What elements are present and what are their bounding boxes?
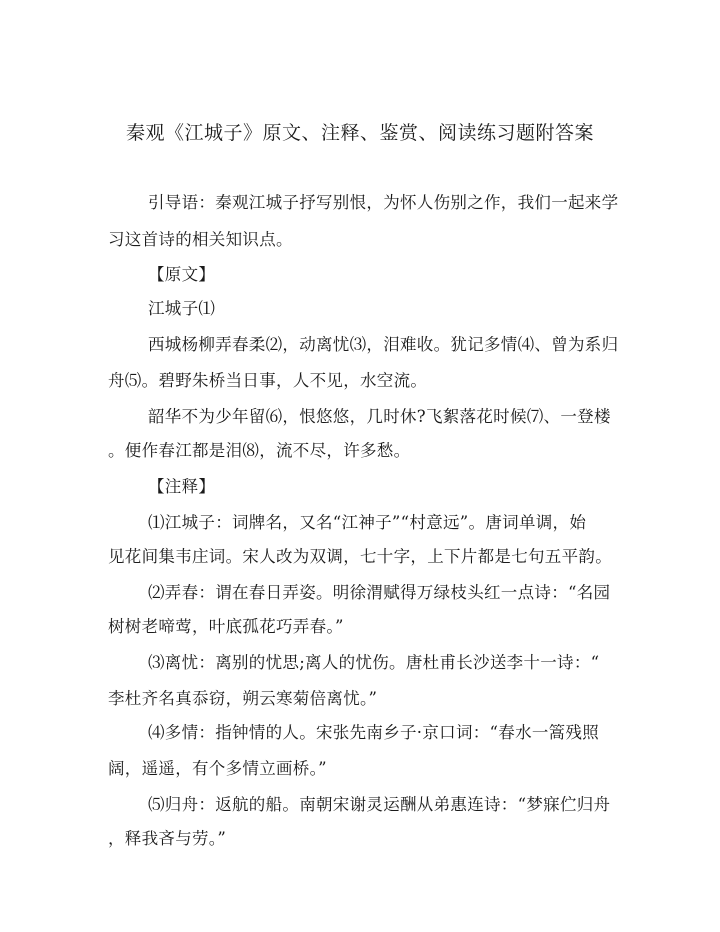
- document-title: 秦观《江城子》原文、注释、鉴赏、阅读练习题附答案: [125, 122, 594, 144]
- note-line: ⑸归舟：返航的船。南朝宋谢灵运酬从弟惠连诗：“梦寐伫归舟: [148, 795, 611, 814]
- section-heading: 【注释】: [148, 477, 216, 496]
- paragraph-line: 习这首诗的相关知识点。: [108, 230, 293, 249]
- note-line: 见花间集韦庄词。宋人改为双调，七十字，上下片都是七句五平韵。: [108, 547, 612, 566]
- note-line: 阔，遥遥，有个多情立画桥。”: [108, 759, 327, 778]
- section-heading: 【原文】: [148, 265, 216, 284]
- note-line: ⑶离忧：离别的忧思;离人的忧伤。唐杜甫长沙送李十一诗：“: [148, 653, 600, 672]
- paragraph-line: 引导语：秦观江城子抒写别恨，为怀人伤别之作，我们一起来学: [148, 193, 619, 212]
- note-line: ⑵弄春：谓在春日弄姿。明徐渭赋得万绿枝头红一点诗：“名园: [148, 583, 611, 602]
- poem-line: 。便作春江都是泪⑻，流不尽，许多愁。: [108, 441, 411, 460]
- note-line: ⑷多情：指钟情的人。宋张先南乡子·京口词：“春水一篙残照: [148, 723, 600, 742]
- poem-line: 韶华不为少年留⑹，恨悠悠，几时休?飞絮落花时候⑺、一登楼: [148, 407, 611, 426]
- poem-line: 西城杨柳弄春柔⑵，动离忧⑶，泪难收。犹记多情⑷、曾为系归: [148, 335, 619, 354]
- note-line: 树树老啼莺，叶底孤花巧弄春。”: [108, 617, 344, 636]
- note-line: ⑴江城子：词牌名，又名“江神子”“村意远”。唐词单调，始: [148, 513, 587, 532]
- poem-title: 江城子⑴: [148, 299, 216, 318]
- poem-line: 舟⑸。碧野朱桥当日事，人不见，水空流。: [108, 371, 428, 390]
- note-line: 李杜齐名真忝窃，朔云寒菊倍离忧。”: [108, 689, 378, 708]
- note-line: ，释我吝与劳。”: [108, 829, 227, 848]
